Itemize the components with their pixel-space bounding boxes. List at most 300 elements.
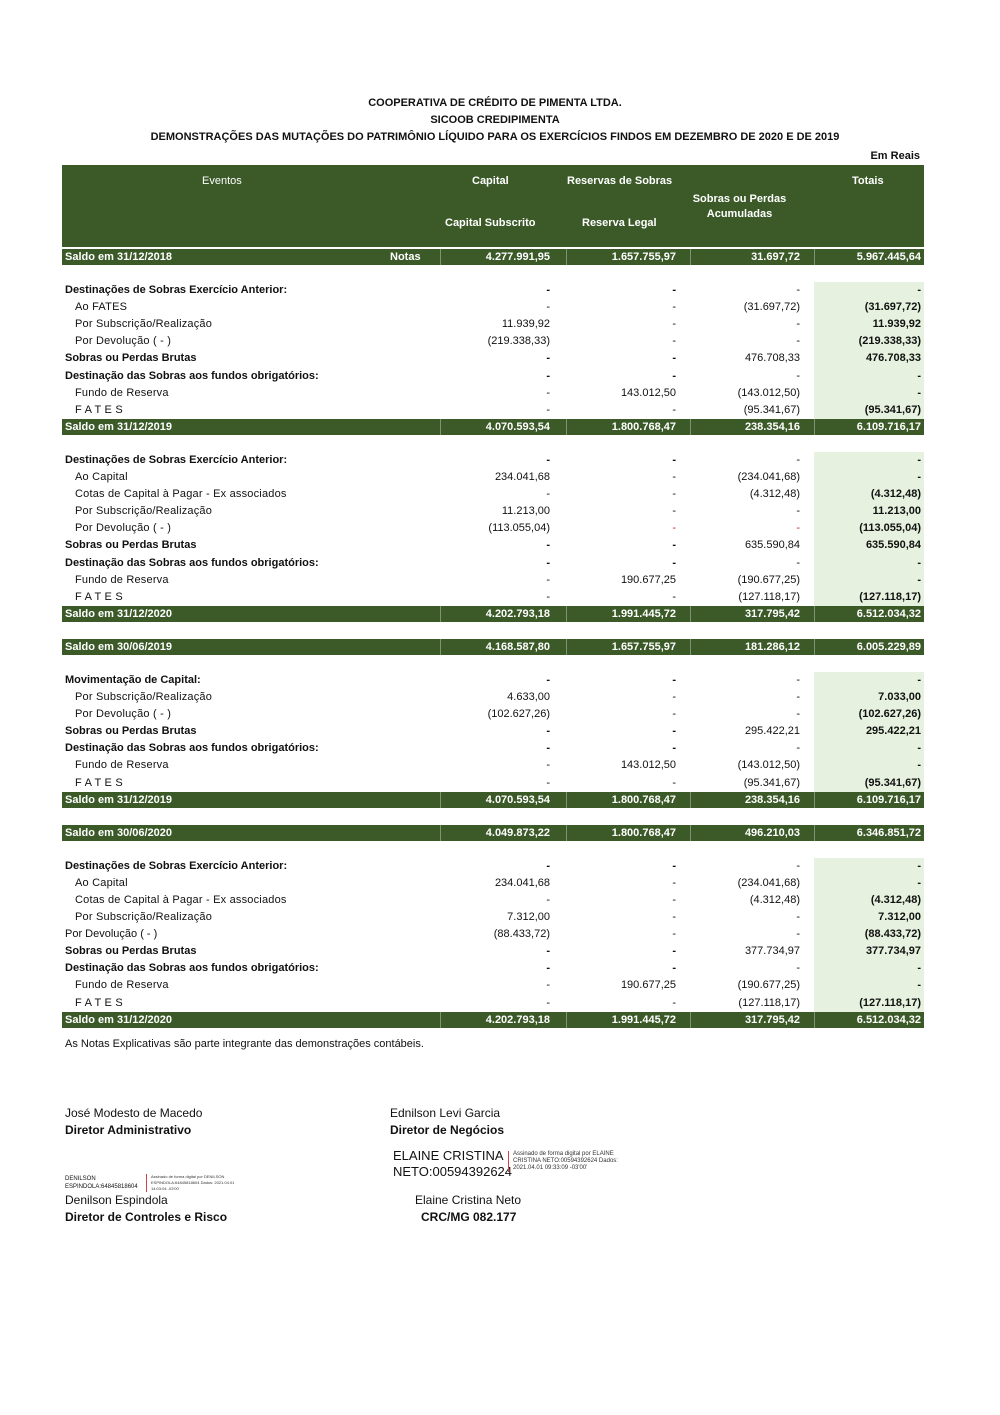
- row-label: Por Subscrição/Realização: [75, 318, 213, 331]
- surplus-value: (95.341,67): [743, 776, 800, 789]
- surplus-value: (127.118,17): [738, 590, 800, 603]
- totals-cell-bg: [814, 672, 924, 689]
- reserve-value: -: [672, 318, 676, 331]
- surplus-value: 238.354,16: [744, 793, 800, 806]
- column-divider: [814, 639, 815, 655]
- equity-table: [62, 249, 924, 1028]
- table-row: [62, 503, 924, 520]
- surplus-value: -: [796, 962, 800, 975]
- table-row: [62, 995, 924, 1012]
- capital-value: 11.213,00: [501, 505, 550, 518]
- table-row: [62, 723, 924, 740]
- reserve-value: 1.991.445,72: [611, 607, 676, 620]
- row-label: Por Subscrição/Realização: [75, 505, 213, 518]
- totals-cell-bg: [814, 740, 924, 757]
- column-divider: [566, 249, 567, 265]
- capital-value: -: [546, 945, 550, 958]
- totals-cell-bg: [814, 555, 924, 572]
- total-value: 295.422,21: [865, 725, 921, 738]
- reserve-value: -: [672, 945, 676, 958]
- totals-cell-bg: [814, 452, 924, 469]
- table-row: [62, 555, 924, 572]
- total-value: -: [917, 759, 921, 772]
- capital-value: (102.627,26): [487, 708, 550, 721]
- signer3-title: Diretor de Controles e Risco: [65, 1210, 228, 1224]
- surplus-value: (127.118,17): [738, 996, 800, 1009]
- table-row: [62, 740, 924, 757]
- row-label: Sobras ou Perdas Brutas: [65, 352, 197, 365]
- surplus-value: 377.734,97: [744, 945, 800, 958]
- capital-value: -: [546, 488, 550, 501]
- balance-row: [62, 419, 924, 435]
- capital-value: -: [546, 301, 550, 314]
- reserve-value: 1.657.755,97: [611, 251, 676, 263]
- row-label: Fundo de Reserva: [75, 759, 169, 772]
- table-row: [62, 520, 924, 537]
- surplus-value: -: [796, 859, 800, 872]
- capital-value: -: [546, 369, 550, 382]
- total-value: (95.341,67): [864, 776, 921, 789]
- surplus-value: 181.286,12: [744, 640, 800, 653]
- signer4-digital-line1: ELAINE CRISTINA: [393, 1148, 504, 1163]
- table-row: [62, 333, 924, 350]
- column-divider: [440, 825, 441, 841]
- capital-value: -: [546, 725, 550, 738]
- reserve-value: 1.657.755,97: [611, 640, 676, 653]
- surplus-value: 635.590,84: [744, 539, 800, 552]
- surplus-value: (143.012,50): [737, 759, 800, 772]
- capital-value: -: [546, 673, 550, 686]
- total-value: 5.967.445,64: [856, 251, 921, 263]
- table-row: [62, 943, 924, 960]
- reserve-value: -: [672, 996, 676, 1009]
- column-divider: [440, 639, 441, 655]
- surplus-value: 496.210,03: [744, 826, 800, 839]
- capital-value: -: [546, 979, 550, 992]
- totals-cell-bg: [814, 858, 924, 875]
- table-row: [62, 858, 924, 875]
- reserve-value: -: [672, 301, 676, 314]
- reserve-value: 143.012,50: [620, 759, 676, 772]
- spacer-row: [62, 622, 924, 639]
- surplus-value: 295.422,21: [744, 725, 800, 738]
- surplus-value: -: [796, 742, 800, 755]
- reserve-value: -: [672, 962, 676, 975]
- table-row: [62, 706, 924, 723]
- surplus-value: -: [796, 556, 800, 569]
- reserve-value: -: [672, 471, 676, 484]
- signer3-digital-name: DENILSON ESPINDOLA:64845818604: [65, 1176, 138, 1190]
- reserve-value: -: [672, 369, 676, 382]
- capital-value: -: [546, 590, 550, 603]
- capital-value: -: [546, 556, 550, 569]
- row-label: Movimentação de Capital:: [65, 673, 201, 686]
- totals-cell-bg: [814, 875, 924, 892]
- surplus-value: 31.697,72: [751, 251, 800, 263]
- reserve-value: -: [672, 488, 676, 501]
- surplus-value: (31.697,72): [743, 301, 800, 314]
- total-value: -: [917, 979, 921, 992]
- column-divider: [566, 639, 567, 655]
- table-row: [62, 452, 924, 469]
- total-value: -: [917, 573, 921, 586]
- footnote: As Notas Explicativas são parte integrante das demonstrações contábeis.: [65, 1038, 424, 1050]
- capital-value: -: [546, 776, 550, 789]
- total-value: -: [917, 386, 921, 399]
- table-row: [62, 757, 924, 774]
- total-value: 6.109.716,17: [856, 793, 921, 806]
- row-label: Por Devolução ( - ): [65, 928, 158, 941]
- reserve-value: 190.677,25: [620, 573, 676, 586]
- reserve-value: -: [672, 522, 676, 535]
- row-label: Ao FATES: [75, 301, 128, 314]
- total-value: 6.109.716,17: [856, 420, 921, 433]
- surplus-value: (95.341,67): [743, 403, 800, 416]
- row-label: Saldo em 31/12/2019: [65, 793, 173, 806]
- spacer-row: [62, 655, 924, 672]
- row-label: F A T E S: [75, 776, 123, 789]
- column-divider: [690, 606, 691, 622]
- unit-label: Em Reais: [870, 150, 920, 162]
- column-divider: [566, 1012, 567, 1028]
- capital-value: 4.633,00: [507, 691, 550, 704]
- total-value: (113.055,04): [859, 522, 921, 535]
- balance-row: [62, 606, 924, 622]
- capital-value: -: [546, 539, 550, 552]
- surplus-value: (190.677,25): [737, 573, 800, 586]
- capital-value: (113.055,04): [488, 522, 550, 535]
- total-value: 7.312,00: [878, 911, 921, 924]
- row-label: F A T E S: [75, 403, 123, 416]
- reserve-value: -: [672, 403, 676, 416]
- balance-row: [62, 639, 924, 655]
- reserve-value: -: [672, 928, 676, 941]
- column-divider: [690, 249, 691, 265]
- col-eventos: Eventos: [202, 175, 242, 187]
- total-value: -: [917, 876, 921, 889]
- column-divider: [814, 792, 815, 808]
- row-label: Cotas de Capital à Pagar - Ex associados: [75, 488, 287, 501]
- table-row: [62, 775, 924, 792]
- total-value: (102.627,26): [858, 708, 921, 721]
- row-label: Ao Capital: [75, 876, 128, 889]
- total-value: -: [917, 859, 921, 872]
- surplus-value: (234.041,68): [737, 471, 800, 484]
- signer2-name: Ednilson Levi Garcia: [390, 1106, 501, 1120]
- total-value: 377.734,97: [865, 945, 921, 958]
- table-row: [62, 589, 924, 606]
- row-label: F A T E S: [75, 590, 123, 603]
- surplus-value: (143.012,50): [737, 386, 800, 399]
- capital-value: -: [546, 996, 550, 1009]
- capital-value: -: [546, 453, 550, 466]
- surplus-value: -: [796, 453, 800, 466]
- table-row: [62, 977, 924, 994]
- col-reserva-legal: Reserva Legal: [582, 217, 657, 229]
- capital-value: 4.277.991,95: [485, 251, 550, 263]
- capital-value: 4.202.793,18: [485, 1013, 550, 1026]
- reserve-value: 1.800.768,47: [611, 826, 676, 839]
- total-value: -: [917, 673, 921, 686]
- surplus-value: -: [796, 369, 800, 382]
- total-value: -: [917, 742, 921, 755]
- reserve-value: -: [672, 725, 676, 738]
- table-row: [62, 299, 924, 316]
- column-divider: [440, 249, 441, 265]
- table-row: [62, 368, 924, 385]
- totals-cell-bg: [814, 757, 924, 774]
- row-label: Ao Capital: [75, 471, 128, 484]
- totals-cell-bg: [814, 572, 924, 589]
- reserve-value: -: [672, 352, 676, 365]
- total-value: 6.512.034,32: [856, 607, 921, 620]
- spacer-row: [62, 435, 924, 452]
- reserve-value: -: [672, 911, 676, 924]
- totals-cell-bg: [814, 960, 924, 977]
- totals-cell-bg: [814, 368, 924, 385]
- notes-ref: Notas: [390, 251, 421, 263]
- column-divider: [690, 419, 691, 435]
- table-row: [62, 469, 924, 486]
- surplus-value: -: [796, 708, 800, 721]
- column-divider: [814, 1012, 815, 1028]
- capital-value: -: [546, 403, 550, 416]
- column-divider: [440, 792, 441, 808]
- total-value: 6.512.034,32: [856, 1013, 921, 1026]
- capital-value: 234.041,68: [494, 876, 550, 889]
- surplus-value: 317.795,42: [744, 1013, 800, 1026]
- total-value: (219.338,33): [858, 335, 921, 348]
- total-value: (95.341,67): [864, 403, 921, 416]
- row-label: Destinações de Sobras Exercício Anterior:: [65, 284, 288, 297]
- reserve-value: -: [672, 539, 676, 552]
- total-value: 635.590,84: [865, 539, 921, 552]
- balance-row: [62, 825, 924, 841]
- reserve-value: -: [672, 894, 676, 906]
- table-row: [62, 909, 924, 926]
- surplus-value: 238.354,16: [744, 420, 800, 433]
- capital-value: 234.041,68: [494, 471, 550, 484]
- total-value: (127.118,17): [859, 996, 921, 1009]
- row-label: Saldo em 31/12/2019: [65, 420, 173, 433]
- reserve-value: -: [672, 776, 676, 789]
- table-row: [62, 537, 924, 554]
- surplus-value: -: [796, 318, 800, 331]
- row-label: Por Subscrição/Realização: [75, 691, 213, 704]
- row-label: Saldo em 31/12/2020: [65, 607, 173, 620]
- reserve-value: -: [672, 590, 676, 603]
- total-value: (88.433,72): [864, 928, 921, 941]
- total-value: 6.346.851,72: [856, 826, 921, 839]
- total-value: 11.939,92: [872, 318, 921, 331]
- row-label: Saldo em 31/12/2018: [65, 251, 173, 263]
- capital-value: -: [546, 742, 550, 755]
- balance-row: [62, 1012, 924, 1028]
- row-label: Por Devolução ( - ): [75, 522, 172, 535]
- total-value: 11.213,00: [872, 505, 921, 518]
- report-title: DEMONSTRAÇÕES DAS MUTAÇÕES DO PATRIMÔNIO LÍQUIDO PARA OS EXERCÍCIOS FINDOS EM DEZEMBRO DE 2020 E DE 2019: [150, 131, 840, 143]
- total-value: 7.033,00: [878, 691, 921, 704]
- row-label: Destinação das Sobras aos fundos obrigatórios:: [65, 556, 319, 569]
- column-divider: [814, 249, 815, 265]
- column-header: [62, 165, 924, 247]
- surplus-value: -: [796, 911, 800, 924]
- table-row: [62, 689, 924, 706]
- surplus-value: (4.312,48): [749, 488, 800, 501]
- capital-value: -: [546, 284, 550, 297]
- total-value: (4.312,48): [870, 894, 921, 906]
- totals-cell-bg: [814, 385, 924, 402]
- reserve-value: -: [672, 453, 676, 466]
- col-reservas: Reservas de Sobras: [567, 175, 673, 187]
- signer1-title: Diretor Administrativo: [65, 1123, 192, 1137]
- surplus-value: (234.041,68): [737, 876, 800, 889]
- row-label: F A T E S: [75, 996, 123, 1009]
- table-row: [62, 402, 924, 419]
- capital-value: 4.070.593,54: [485, 793, 550, 806]
- capital-value: (88.433,72): [493, 928, 550, 941]
- signer4-digital-note: Assinado de forma digital por ELAINE CRISTINA NETO:00594392624 Dados: 2021.04.01 09:33:09 -03'00': [508, 1151, 628, 1172]
- total-value: 6.005.229,89: [856, 640, 921, 653]
- row-label: Sobras ou Perdas Brutas: [65, 725, 197, 738]
- table-row: [62, 350, 924, 367]
- row-label: Fundo de Reserva: [75, 979, 169, 992]
- col-capital-subscrito: Capital Subscrito: [445, 217, 536, 229]
- reserve-value: 1.800.768,47: [611, 793, 676, 806]
- column-divider: [566, 825, 567, 841]
- reserve-value: -: [672, 673, 676, 686]
- row-label: Destinações de Sobras Exercício Anterior:: [65, 859, 288, 872]
- row-label: Sobras ou Perdas Brutas: [65, 539, 197, 552]
- company-name: COOPERATIVA DE CRÉDITO DE PIMENTA LTDA.: [368, 97, 622, 109]
- signer3-name: Denilson Espindola: [65, 1193, 168, 1207]
- capital-value: 4.070.593,54: [485, 420, 550, 433]
- table-row: [62, 385, 924, 402]
- row-label: Por Devolução ( - ): [75, 708, 172, 721]
- table-row: [62, 960, 924, 977]
- row-label: Destinação das Sobras aos fundos obrigatórios:: [65, 962, 319, 975]
- surplus-value: (4.312,48): [749, 894, 800, 906]
- capital-value: -: [546, 573, 550, 586]
- spacer-row: [62, 841, 924, 858]
- row-label: Saldo em 31/12/2020: [65, 1013, 173, 1026]
- row-label: Cotas de Capital à Pagar - Ex associados: [75, 894, 287, 906]
- signer4-title: CRC/MG 082.177: [421, 1210, 517, 1224]
- surplus-value: -: [796, 673, 800, 686]
- total-value: -: [917, 556, 921, 569]
- totals-cell-bg: [814, 282, 924, 299]
- signer1-name: José Modesto de Macedo: [65, 1106, 203, 1120]
- surplus-value: -: [796, 522, 800, 535]
- row-label: Destinações de Sobras Exercício Anterior:: [65, 453, 288, 466]
- row-label: Fundo de Reserva: [75, 573, 169, 586]
- column-divider: [814, 606, 815, 622]
- row-label: Por Subscrição/Realização: [75, 911, 213, 924]
- column-divider: [690, 825, 691, 841]
- table-row: [62, 892, 924, 909]
- signer4-name: Elaine Cristina Neto: [415, 1193, 522, 1207]
- column-divider: [814, 825, 815, 841]
- row-label: Destinação das Sobras aos fundos obrigatórios:: [65, 742, 319, 755]
- totals-cell-bg: [814, 977, 924, 994]
- signer4-digital-line2: NETO:00594392624: [393, 1164, 513, 1179]
- total-value: (127.118,17): [859, 590, 921, 603]
- spacer-row: [62, 265, 924, 282]
- table-row: [62, 572, 924, 589]
- total-value: -: [917, 284, 921, 297]
- surplus-value: (190.677,25): [737, 979, 800, 992]
- total-value: -: [917, 369, 921, 382]
- surplus-value: -: [796, 691, 800, 704]
- signer2-title: Diretor de Negócios: [390, 1123, 505, 1137]
- total-value: (4.312,48): [870, 488, 921, 501]
- surplus-value: 317.795,42: [744, 607, 800, 620]
- capital-value: (219.338,33): [487, 335, 550, 348]
- row-label: Destinação das Sobras aos fundos obrigatórios:: [65, 369, 319, 382]
- column-divider: [566, 419, 567, 435]
- capital-value: 4.049.873,22: [485, 826, 550, 839]
- spacer-row: [62, 808, 924, 825]
- table-row: [62, 875, 924, 892]
- reserve-value: -: [672, 876, 676, 889]
- capital-value: 11.939,92: [501, 318, 550, 331]
- capital-value: 4.202.793,18: [485, 607, 550, 620]
- capital-value: 7.312,00: [507, 911, 550, 924]
- table-row: [62, 316, 924, 333]
- totals-cell-bg: [814, 469, 924, 486]
- col-totais: Totais: [852, 175, 884, 187]
- total-value: (31.697,72): [864, 301, 921, 314]
- table-row: [62, 926, 924, 943]
- reserve-value: -: [672, 284, 676, 297]
- column-divider: [566, 792, 567, 808]
- column-divider: [690, 792, 691, 808]
- reserve-value: -: [672, 505, 676, 518]
- capital-value: -: [546, 962, 550, 975]
- reserve-value: 143.012,50: [620, 386, 676, 399]
- column-divider: [690, 639, 691, 655]
- surplus-value: -: [796, 505, 800, 518]
- row-label: Saldo em 30/06/2019: [65, 640, 173, 653]
- surplus-value: -: [796, 335, 800, 348]
- reserve-value: 1.800.768,47: [611, 420, 676, 433]
- column-divider: [690, 1012, 691, 1028]
- total-value: 476.708,33: [865, 352, 921, 365]
- column-divider: [440, 419, 441, 435]
- table-row: [62, 672, 924, 689]
- surplus-value: -: [796, 284, 800, 297]
- balance-row: [62, 249, 924, 265]
- reserve-value: -: [672, 556, 676, 569]
- capital-value: -: [546, 859, 550, 872]
- row-label: Por Devolução ( - ): [75, 335, 172, 348]
- reserve-value: 1.991.445,72: [611, 1013, 676, 1026]
- balance-row: [62, 792, 924, 808]
- capital-value: 4.168.587,80: [485, 640, 550, 653]
- total-value: -: [917, 471, 921, 484]
- row-label: Sobras ou Perdas Brutas: [65, 945, 197, 958]
- capital-value: -: [546, 894, 550, 906]
- capital-value: -: [546, 386, 550, 399]
- column-divider: [440, 1012, 441, 1028]
- column-divider: [814, 419, 815, 435]
- company-brand: SICOOB CREDIPIMENTA: [430, 114, 560, 126]
- reserve-value: 190.677,25: [620, 979, 676, 992]
- row-label: Fundo de Reserva: [75, 386, 169, 399]
- table-row: [62, 282, 924, 299]
- column-divider: [440, 606, 441, 622]
- capital-value: -: [546, 759, 550, 772]
